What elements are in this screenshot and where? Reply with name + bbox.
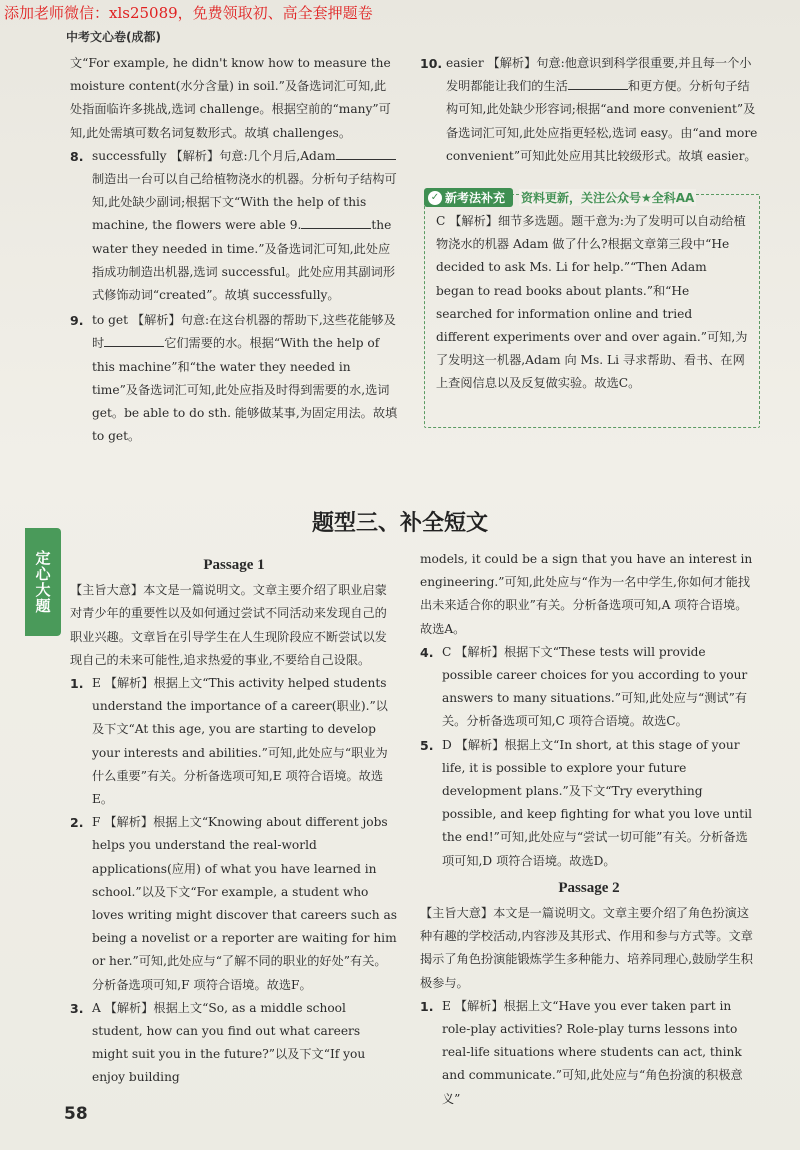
item-number: 5. — [420, 737, 434, 753]
tip-label-badge: ✓ 新考法补充 — [424, 188, 513, 207]
item-text: easier 【解析】句意:他意识到科学很重要,并且每一个小发明都能让我们的生活 — [446, 56, 752, 94]
item-number: 8. — [70, 148, 84, 164]
item-text: 它们需要的水。根据“With the help of this machine”和“the water they needed in time”及备选词汇可知,此处应指及时得到需要的水,选词 get。be able to do sth. 能够做某事,为固定用法。故填 to get。 — [92, 336, 398, 444]
tip-text: C 【解析】细节多选题。题干意为:为了发明可以自动给植物浇水的机器 Adam 做了什么?根据文章第三段中“He decided to ask Ms. Li for help.”“Then Adam began to read books about plants.”和“He searched for information online and tried different experiments over and over again.”可知,为了发明这一机器,Adam 向 Ms. Li 寻求帮助、看书、在网上查阅信息以及反复做实验。故选C。 — [436, 214, 748, 391]
item-number: 1. — [420, 998, 434, 1014]
blank-line — [301, 216, 371, 229]
answer-item-9 — [70, 309, 398, 448]
passage1-summary: 【主旨大意】本文是一篇说明文。文章主要介绍了职业启蒙对青少年的重要性以及如何通过尝试不同活动来发现自己的职业兴趣。文章旨在引导学生在人生现阶段应不断尝试以发现自己的未来可能性,追求热爱的事业,不要给自己设限。 — [70, 583, 387, 667]
answer-item — [70, 672, 398, 811]
item-text: A 【解析】根据上文“So, as a middle school student, how can you find out what careers might suit you in the future?”以及下文“If you enjoy building — [92, 1000, 366, 1085]
answer-item-8 — [70, 145, 398, 307]
continuation-text: 文“For example, he didn't know how to measure the moisture content(水分含量) in soil.”及备选词汇可知,此处指面临许多挑战,选词 challenge。根据空前的“many”可知,此处需填可数名词复数形式。故填 challenges。 — [70, 56, 391, 140]
item-number: 3. — [70, 1000, 84, 1016]
right-top-column — [420, 52, 758, 168]
running-header: 中考文心卷(成都) — [66, 30, 161, 44]
blank-line — [568, 77, 628, 90]
check-icon: ✓ — [428, 191, 442, 205]
item-text: successfully 【解析】句意:几个月后,Adam — [92, 148, 336, 163]
item-text: the water they needed in time.”及备选词汇可知,此处应指成功制造出机器,选词 successful。此处应用其副词形式修饰动词“created”。故填 successfully。 — [92, 218, 396, 303]
item-number: 1. — [70, 676, 84, 692]
left-bottom-column — [70, 550, 398, 1090]
blank-line — [336, 147, 396, 160]
item-number: 2. — [70, 815, 84, 831]
item-text: 制造出一台可以自己给植物浇水的机器。分析句子结构可知,此处缺少副词;根据下文“With the help of this machine, the flowers were able 9. — [92, 172, 397, 233]
left-top-column — [70, 52, 398, 448]
item-number: 10. — [420, 56, 443, 71]
item-text: 和更方便。分析句子结构可知,此处缺少形容词;根据“and more convenient”及备选词汇可知,此处应指更轻松,选词 easy。由“and more convenient”可知此处应用其比较级形式。故填 easier。 — [446, 79, 758, 163]
tip-box-header — [424, 188, 696, 207]
item-text: D 【解析】根据上文“In short, at this stage of your life, it is possible to explore your future development plans.”及下文“Try everything possible, and keep fighting for what you love until the end!”可知,此处应与“尝试一切可能”有关。分析备选项可知,D 项符合语境。故选D。 — [442, 737, 752, 868]
passage1-title: Passage 1 — [203, 557, 265, 573]
item-number: 9. — [70, 313, 84, 329]
item-number: 4. — [420, 644, 434, 660]
passage2-summary: 【主旨大意】本文是一篇说明文。文章主要介绍了角色扮演这种有趣的学校活动,内容涉及其形式、作用和参与方式等。文章揭示了角色扮演能锻炼学生多种能力、培养同理心,鼓励学生积极参与。 — [420, 906, 753, 990]
answer-item — [420, 641, 758, 734]
answer-item-10 — [420, 52, 758, 168]
section-title: 题型三、补全短文 — [311, 511, 488, 536]
answer-item — [420, 995, 758, 1111]
page-number: 58 — [64, 1104, 88, 1124]
answer-item — [70, 811, 398, 997]
tip-note: 资料更新，关注公众号★全科AA — [521, 191, 695, 205]
item-text: F 【解析】根据上文“Knowing about different jobs helps you understand the real-world applications(应用) of what you have learned in school.”以及下文“For example, a student who loves writing might discover that careers such as being a novelist or a reporter are waiting for him or her.”可知,此处应与“了解不同的职业的好处”有关。分析备选项可知,F 项符合语境。故选F。 — [92, 815, 397, 992]
watermark: 添加老师微信：xls25089，免费领取初、高全套押题卷 — [4, 4, 373, 22]
side-tab: 定心大题 — [25, 528, 61, 636]
passage2-title: Passage 2 — [558, 879, 620, 896]
tip-box-body — [436, 210, 748, 396]
item-text: C 【解析】根据下文“These tests will provide possible career choices for you according to your answers to many situations.”可知,此处应与“测试”有关。分析备选项可知,C 项符合语境。故选C。 — [442, 644, 748, 729]
blank-line — [104, 334, 164, 347]
item-text: E 【解析】根据上文“This activity helped students understand the importance of a career(职业).”以及下文“At this age, you are starting to develop your interests and abilities.”可知,此处应与“职业为什么重要”有关。分析备选项可知,E 项符合语境。故选E。 — [92, 676, 388, 807]
right-bottom-column — [420, 548, 758, 1111]
continuation-text: models, it could be a sign that you have an interest in engineering.”可知,此处应与“作为一名中学生,你如何才能找出未来适合你的职业”有关。分析备选项可知,A 项符合语境。故选A。 — [420, 552, 753, 636]
item-text: E 【解析】根据上文“Have you ever taken part in role-play activities? Role-play turns lessons into real-life situations where students can act, think and communicate.”可知,此处应与“角色扮演的积极意义” — [442, 998, 743, 1106]
answer-item — [420, 734, 758, 873]
item-text: to get 【解析】句意:在这台机器的帮助下,这些花能够及时 — [92, 313, 396, 351]
answer-item — [70, 997, 398, 1090]
